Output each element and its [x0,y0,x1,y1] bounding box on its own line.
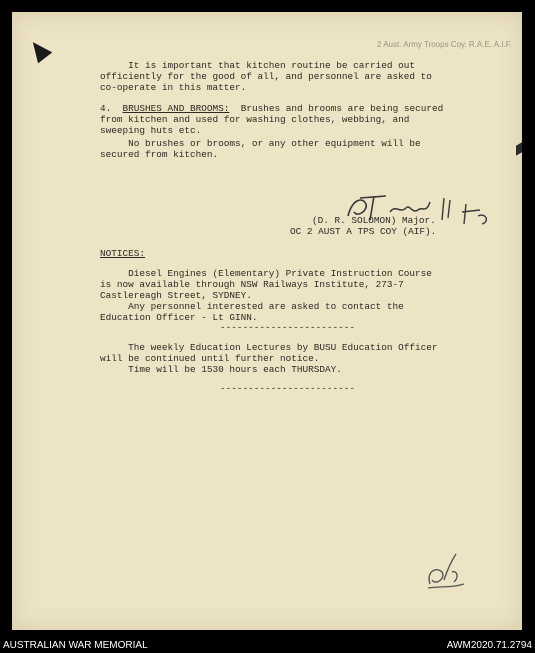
kitchen-line-2: officiently for the good of all, and personnel are asked to [100,71,432,82]
item4-heading: BRUSHES AND BROOMS: [122,103,230,114]
item4-line-5: secured from kitchen. [100,149,219,160]
notices-heading: NOTICES: [100,248,146,259]
item4-line-3: sweeping huts etc. [100,125,202,136]
divider-2: ------------------------ [220,383,356,394]
document-page [12,12,522,630]
archive-footer [0,638,535,653]
signatory-name: (D. R. SOLOMON) Major. [312,215,436,226]
notice2-line-3: Time will be 1530 hours each THURSDAY. [100,364,342,375]
notice2-line-1: The weekly Education Lectures by BUSU Education Officer [100,342,438,353]
signatory-title: OC 2 AUST A TPS COY (AIF). [290,226,437,237]
footer-institution: AUSTRALIAN WAR MEMORIAL [3,640,148,651]
item4-line-2: from kitchen and used for washing clothes, webbing, and [100,114,410,125]
item4-first-line [100,103,443,114]
edge-mark [516,142,522,155]
handwritten-initials [422,550,470,594]
kitchen-line-1: It is important that kitchen routine be carried out [100,60,416,71]
item4-number: 4. [100,103,112,114]
notice2-line-2: will be continued until further notice. [100,353,320,364]
kitchen-line-3: co-operate in this matter. [100,82,247,93]
footer-accession-number: AWM2020.71.2794 [446,640,532,651]
item4-first-line-rest: Brushes and brooms are being secured [240,103,444,114]
divider-1: ------------------------ [220,322,356,333]
notice1-line-3: Castlereagh Street, SYDNEY. [100,290,252,301]
item4-line-4: No brushes or brooms, or any other equipment will be [100,138,421,149]
unit-stamp: 2 Aust. Army Troops Coy. R.A.E. A.I.F. [376,40,512,49]
notice1-line-5: Education Officer - Lt GINN. [100,312,258,323]
torn-corner [26,37,52,64]
notice1-line-4: Any personnel interested are asked to contact the [100,301,404,312]
notice1-line-1: Diesel Engines (Elementary) Private Instruction Course [100,268,432,279]
notice1-line-2: is now available through NSW Railways Institute, 273-7 [100,279,404,290]
